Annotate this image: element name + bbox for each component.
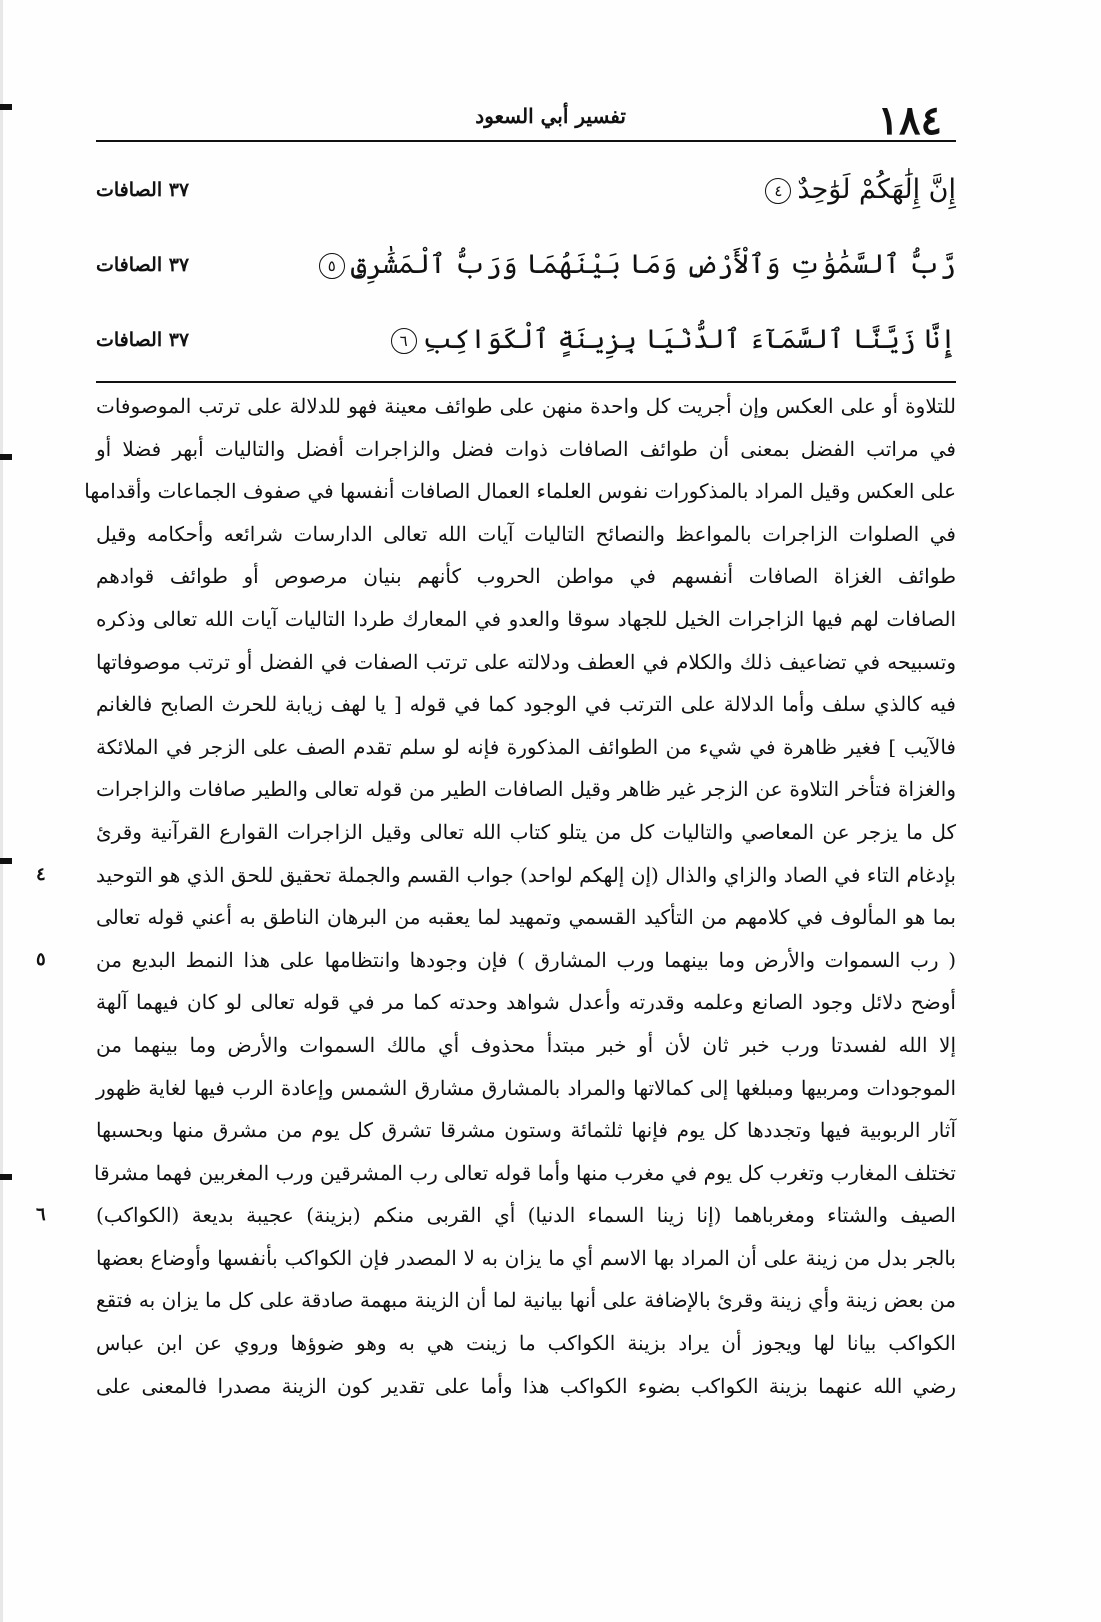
- verse-text: إِنَّ إِلَٰهَكُمْ لَوَٰحِدٌ٤: [765, 174, 956, 205]
- verse-text: إِنَّا زَيَّنَّا ٱلسَّمَآءَ ٱلدُّنْيَا بِزِينَةٍ ٱلْكَوَاكِبِ٦: [391, 324, 956, 355]
- commentary-line: [84, 470, 956, 513]
- commentary-line: [96, 641, 956, 684]
- page-number: ١٨٤: [877, 97, 942, 144]
- commentary-line: [96, 683, 956, 726]
- margin-mark: [0, 1174, 12, 1180]
- page-header: [96, 96, 956, 144]
- commentary-text: والغزاة فتأخر التلاوة عن الزجر غير ظاهر وقيل الصافات الطير من قوله تعالى والطير صافات والزاجرات: [96, 777, 956, 802]
- verse-reference: ٣٧ الصافات: [96, 253, 190, 276]
- commentary-text: بإدغام التاء في الصاد والزاي والذال (إن إلهكم لواحد) جواب القسم والجملة تحقيق للحق الذي هو التوحيد: [96, 862, 956, 887]
- commentary-line: [96, 1365, 956, 1408]
- commentary-line: [96, 768, 956, 811]
- commentary-text: من بعض زينة وأي زينة وقرئ بالإضافة على أنها بيانية لما أن الزينة مبهمة صادقة على كل ما يزان به فتقع: [96, 1288, 956, 1313]
- commentary-text: الكواكب بيانا لها ويجوز أن يراد بزينة الكواكب ما زينت هي به وهو ضوؤها وروي عن ابن عباس: [96, 1331, 956, 1356]
- verse-number: ٤: [36, 863, 46, 885]
- commentary-body: [36, 385, 956, 1407]
- ayah-marker: ٦: [391, 328, 417, 354]
- header-rule: [96, 140, 956, 142]
- commentary-line: [96, 385, 956, 428]
- commentary-line: [96, 896, 956, 939]
- commentary-line: [96, 428, 956, 471]
- commentary-line: [36, 854, 956, 897]
- section-rule: [96, 381, 956, 383]
- ayah-marker: ٤: [765, 178, 791, 204]
- margin-mark: [0, 104, 12, 110]
- commentary-line: [96, 1152, 956, 1195]
- commentary-line: [96, 1237, 956, 1280]
- commentary-line: [36, 939, 956, 982]
- margin-mark: [0, 858, 12, 864]
- commentary-line: [96, 1322, 956, 1365]
- verse-row: [96, 302, 956, 377]
- commentary-line: [96, 1067, 956, 1110]
- book-page: [36, 96, 956, 1407]
- verse-number: ٦: [36, 1204, 46, 1226]
- commentary-text: بالجر بدل من زينة على أن المراد بها الاسم أي ما يزان به لا المصدر فإن الكواكب بأنفسها وأوضاع بعضها: [96, 1245, 956, 1270]
- commentary-line: [96, 598, 956, 641]
- verse-row: [96, 227, 956, 302]
- commentary-line: [96, 981, 956, 1024]
- commentary-text: الصيف والشتاء ومغرباهما (إنا زينا السماء الدنيا) أي القربى منكم (بزينة) عجيبة بديعة (الكواكب): [96, 1203, 956, 1228]
- commentary-line: [36, 1194, 956, 1237]
- verse-number: ٥: [36, 948, 46, 970]
- book-title: تفسير أبي السعود: [475, 104, 626, 128]
- verse-reference: ٣٧ الصافات: [96, 178, 190, 201]
- commentary-text: طوائف الغزاة الصافات أنفسهم في مواطن الحروب كأنهم بنيان مرصوص أو طوائف قوادهم: [96, 564, 956, 589]
- commentary-line: [96, 811, 956, 854]
- commentary-text: إلا الله لفسدتا ورب خبر ثان لأن أو خبر مبتدأ محذوف أي مالك السموات والأرض وما بينهما من: [96, 1032, 956, 1057]
- commentary-line: [96, 1024, 956, 1067]
- verse-row: [96, 152, 956, 227]
- commentary-line: [96, 513, 956, 556]
- commentary-text: كل ما يزجر عن المعاصي والتاليات كل من يتلو كتاب الله تعالى وقيل الزاجرات القوارع القرآنية وقرئ: [96, 819, 956, 844]
- commentary-text: فيه كالذي سلف وأما الدلالة على الترتب في الوجود كما في قوله [ يا لهف زيابة للحرث الصابح فالغانم: [96, 692, 956, 717]
- commentary-text: ( رب السموات والأرض وما بينهما ورب المشارق ) فإن وجودها وانتظامها على هذا النمط البديع من: [96, 947, 956, 972]
- quran-verses: [96, 152, 956, 377]
- commentary-text: آثار الربوبية فيها وتجددها كل يوم فإنها ثلثمائة وستون مشرقا تشرق كل يوم من مشرق منها وبحسبها: [96, 1118, 956, 1143]
- ayah-marker: ٥: [319, 253, 345, 279]
- commentary-line: [96, 1109, 956, 1152]
- commentary-text: أوضح دلائل وجود الصانع وعلمه وقدرته وأعدل شواهد وحدته كما مر في قوله تعالى لو كان فيهما آلهة: [96, 990, 956, 1015]
- verse-text: رَّبُّ ٱلسَّمَٰوَٰتِ وَٱلْأَرْضِ وَمَا بَيْنَهُمَا وَرَبُّ ٱلْمَشَٰرِقِ٥: [319, 249, 956, 280]
- commentary-text: الموجودات ومربيها ومبلغها إلى كمالاتها والمراد بالمشارق مشارق الشمس وإعادة الرب فيها لغاية ظهور: [96, 1075, 956, 1100]
- scan-edge: [0, 0, 3, 1622]
- commentary-text: وتسبيحه في تضاعيف ذلك والكلام في العطف ودلالته على ترتب الصفات في الفضل أو ترتب موصوفاتها: [96, 649, 956, 674]
- commentary-line: [96, 555, 956, 598]
- verse-reference: ٣٧ الصافات: [96, 328, 190, 351]
- commentary-text: على العكس وقيل المراد بالمذكورات نفوس العلماء العمال الصافات أنفسها في صفوف الجماعات وأقدامها: [84, 479, 956, 504]
- commentary-text: في مراتب الفضل بمعنى أن طوائف الصافات ذوات فضل والزاجرات أفضل والتاليات أبهر فضلا أو: [96, 436, 956, 461]
- commentary-text: تختلف المغارب وتغرب كل يوم في مغرب منها وأما قوله تعالى رب المشرقين ورب المغربين فهما مشرقا: [94, 1160, 956, 1185]
- commentary-line: [96, 1279, 956, 1322]
- commentary-text: الصافات لهم فيها الزاجرات الخيل للجهاد سوقا والعدو في المعارك طردا التاليات آيات الله تعالى وذكره: [96, 606, 956, 631]
- commentary-text: رضي الله عنهما بزينة الكواكب بضوء الكواكب هذا وأما على تقدير كون الزينة مصدرا فالمعنى على: [96, 1373, 956, 1398]
- commentary-text: بما هو المألوف في كلامهم من التأكيد القسمي وتمهيد لما يعقبه من البرهان الناطق به أعني قوله تعالى: [96, 905, 956, 930]
- commentary-text: في الصلوات الزاجرات بالمواعظ والنصائح التاليات آيات الله تعالى الدارسات شرائعه وأحكامه وقيل: [96, 521, 956, 546]
- commentary-text: للتلاوة أو على العكس وإن أجريت كل واحدة منهن على طوائف معينة فهو للدلالة على ترتب الموصوفات: [96, 394, 956, 418]
- commentary-text: فالآيب ] فغير ظاهرة في شيء من الطوائف المذكورة فإنه لو سلم تقدم الصف على الزجر في الملائكة: [96, 734, 956, 759]
- commentary-line: [96, 726, 956, 769]
- margin-mark: [0, 454, 12, 460]
